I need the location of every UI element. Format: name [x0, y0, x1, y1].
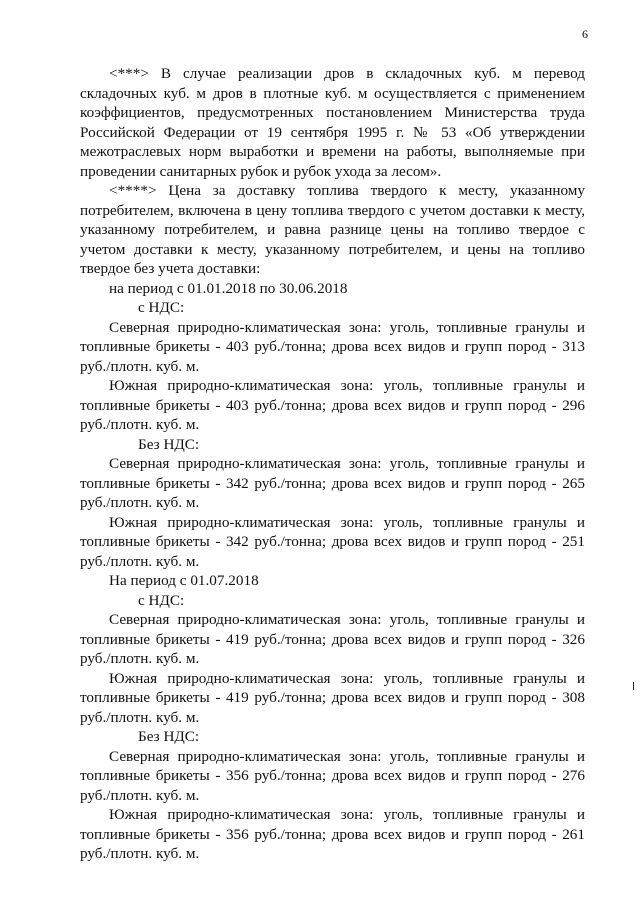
period-2-vat-south: Южная природно-климатическая зона: уголь, топливные гранулы и топливные брикеты - 419 руб./тонна; дрова всех видов и групп пород - 308 руб./плотн. куб. м.: [80, 669, 585, 726]
period-1-vat-label: с НДС:: [138, 299, 185, 316]
footnote-four-stars: <****> Цена за доставку топлива твердого к месту, указанному потребителем, включена в цену топлива твердого с учетом доставки к месту, указанному потребителем, и равна разнице цены на топливо твердое с учетом доставки к месту, указанному потребителем, и цены на топливо твердое без учета доставки:: [80, 182, 585, 277]
period-1-novat-label: Без НДС:: [138, 435, 200, 453]
period-1-novat-south: Южная природно-климатическая зона: уголь, топливные гранулы и топливные брикеты - 342 руб./тонна; дрова всех видов и групп пород - 251 руб./плотн. куб. м.: [80, 513, 585, 570]
page-number: 6: [582, 27, 588, 41]
period-1-vat-south: Южная природно-климатическая зона: уголь, топливные гранулы и топливные брикеты - 403 руб./тонна; дрова всех видов и групп пород - 296 руб./плотн. куб. м.: [80, 377, 585, 433]
period-2-vat-north: Северная природно-климатическая зона: уголь, топливные гранулы и топливные брикеты - 419 руб./тонна; дрова всех видов и групп пород - 326 руб./плотн. куб. м.: [80, 611, 585, 667]
period-2-novat-north: Северная природно-климатическая зона: уголь, топливные гранулы и топливные брикеты - 356 руб./тонна; дрова всех видов и групп пород - 276 руб./плотн. куб. м.: [80, 747, 585, 804]
period-heading-2: На период с 01.07.2018: [109, 572, 259, 589]
period-1-novat-north: Северная природно-климатическая зона: уголь, топливные гранулы и топливные брикеты - 342 руб./тонна; дрова всех видов и групп пород - 265 руб./плотн. куб. м.: [80, 455, 585, 511]
period-2-novat-label: Без НДС:: [138, 728, 200, 745]
scan-edge-mark: [633, 682, 634, 690]
footnote-three-stars: <***> В случае реализации дров в складочных куб. м перевод складочных куб. м дров в плотные куб. м осуществляется с применением коэффициентов, предусмотренных постановлением Министерства труда Российской Федерации от 19 сентября 1995 г. № 53 «Об утверждении межотраслевых норм выработки и времени на работы, выполняемые при проведении санитарных рубок и рубок ухода за лесом».: [80, 65, 585, 180]
period-2-vat-label: с НДС:: [138, 591, 185, 609]
period-2-novat-south: Южная природно-климатическая зона: уголь, топливные гранулы и топливные брикеты - 356 руб./тонна; дрова всех видов и групп пород - 261 руб./плотн. куб. м.: [80, 806, 585, 862]
period-heading-1: на период с 01.01.2018 по 30.06.2018: [109, 279, 348, 297]
document-body: [80, 64, 585, 864]
period-1-vat-north: Северная природно-климатическая зона: уголь, топливные гранулы и топливные брикеты - 403 руб./тонна; дрова всех видов и групп пород - 313 руб./плотн. куб. м.: [80, 318, 585, 375]
